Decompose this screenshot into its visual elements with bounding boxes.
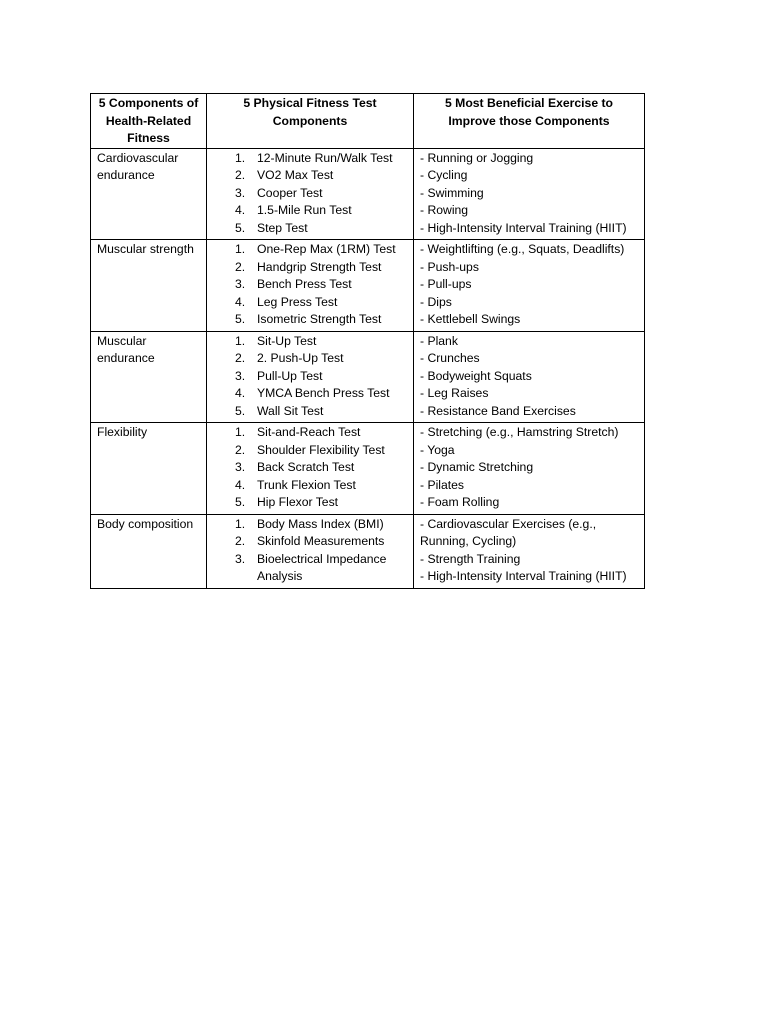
exercise-item: - Strength Training xyxy=(420,551,521,566)
test-item xyxy=(213,150,409,168)
test-item xyxy=(213,220,409,238)
test-number: 3. xyxy=(235,277,246,291)
test-number: 4. xyxy=(235,477,246,492)
exercise-item: - Dynamic Stretching xyxy=(420,460,534,474)
tests-cell xyxy=(207,240,414,332)
component-cell: Flexibility xyxy=(91,423,207,515)
test-number: 4. xyxy=(235,386,246,400)
exercise-item: - Plank xyxy=(420,333,458,348)
test-name: Step Test xyxy=(257,220,308,235)
exercise-item: - Pull-ups xyxy=(420,277,472,291)
table-row xyxy=(91,240,645,332)
test-number: 2. xyxy=(235,168,246,182)
exercises-cell xyxy=(414,423,645,515)
header-beneficial-exercises: 5 Most Beneficial Exercise to Improve those Components xyxy=(414,94,645,149)
exercise-list xyxy=(420,150,638,238)
test-item xyxy=(213,385,409,403)
test-number: 4. xyxy=(235,294,246,309)
test-name: YMCA Bench Press Test xyxy=(257,386,390,400)
component-cell: Cardiovascular endurance xyxy=(91,148,207,240)
test-item xyxy=(213,533,409,551)
table-row xyxy=(91,331,645,423)
exercise-item: - Leg Raises xyxy=(420,386,489,400)
test-name: Isometric Strength Test xyxy=(257,312,382,326)
test-name: VO2 Max Test xyxy=(257,168,334,182)
test-item xyxy=(213,477,409,495)
test-number: 5. xyxy=(235,495,246,509)
test-name: Body Mass Index (BMI) xyxy=(257,516,384,531)
test-name: Shoulder Flexibility Test xyxy=(257,442,385,457)
test-number: 1. xyxy=(235,516,246,531)
test-number: 2. xyxy=(235,534,246,548)
exercises-cell xyxy=(414,240,645,332)
exercise-item: - Stretching (e.g., Hamstring Stretch) xyxy=(420,425,619,439)
exercises-cell xyxy=(414,148,645,240)
test-item xyxy=(213,185,409,203)
exercise-item: - Cardiovascular Exercises (e.g., Running, Cycling) xyxy=(420,516,597,548)
exercise-list xyxy=(420,241,638,329)
test-item xyxy=(213,459,409,477)
test-name: 12-Minute Run/Walk Test xyxy=(257,150,393,165)
test-item xyxy=(213,350,409,368)
test-name: Leg Press Test xyxy=(257,294,338,309)
component-cell: Body composition xyxy=(91,514,207,588)
fitness-table xyxy=(90,93,645,589)
test-name: Bench Press Test xyxy=(257,277,352,291)
table-row xyxy=(91,423,645,515)
exercise-item: - High-Intensity Interval Training (HIIT) xyxy=(420,220,627,235)
test-number: 4. xyxy=(235,203,246,217)
test-name: Back Scratch Test xyxy=(257,460,355,474)
exercise-item: - Dips xyxy=(420,294,452,309)
tests-cell xyxy=(207,148,414,240)
table-body xyxy=(91,148,645,588)
test-item xyxy=(213,333,409,351)
exercises-cell xyxy=(414,514,645,588)
table-header xyxy=(91,94,645,149)
test-number: 3. xyxy=(235,551,246,566)
exercise-list xyxy=(420,333,638,421)
test-item xyxy=(213,167,409,185)
test-list xyxy=(213,424,409,512)
test-number: 3. xyxy=(235,460,246,474)
test-name: Sit-Up Test xyxy=(257,333,317,348)
test-number: 2. xyxy=(235,351,246,365)
test-item xyxy=(213,241,409,259)
exercise-item: - Resistance Band Exercises xyxy=(420,403,576,418)
test-item xyxy=(213,442,409,460)
test-number: 5. xyxy=(235,312,246,326)
test-item xyxy=(213,368,409,386)
test-list xyxy=(213,333,409,421)
header-health-components: 5 Components of Health-Related Fitness xyxy=(91,94,207,149)
header-fitness-tests: 5 Physical Fitness Test Components xyxy=(207,94,414,149)
test-name: One-Rep Max (1RM) Test xyxy=(257,242,396,256)
test-name: Skinfold Measurements xyxy=(257,534,385,548)
header-row xyxy=(91,94,645,149)
component-cell: Muscular strength xyxy=(91,240,207,332)
test-number: 2. xyxy=(235,259,246,274)
exercise-item: - Rowing xyxy=(420,203,469,217)
test-list xyxy=(213,241,409,329)
test-item xyxy=(213,551,409,586)
exercise-item: - Weightlifting (e.g., Squats, Deadlifts) xyxy=(420,242,625,256)
test-name: Sit-and-Reach Test xyxy=(257,425,361,439)
test-number: 5. xyxy=(235,220,246,235)
test-number: 1. xyxy=(235,333,246,348)
test-item xyxy=(213,494,409,512)
table-row xyxy=(91,514,645,588)
test-name: Pull-Up Test xyxy=(257,368,323,383)
exercise-item: - High-Intensity Interval Training (HIIT) xyxy=(420,569,627,583)
exercise-item: - Bodyweight Squats xyxy=(420,368,532,383)
exercise-item: - Yoga xyxy=(420,442,455,457)
test-name: Wall Sit Test xyxy=(257,403,324,418)
exercise-item: - Push-ups xyxy=(420,259,479,274)
test-item xyxy=(213,202,409,220)
test-number: 3. xyxy=(235,185,246,200)
tests-cell xyxy=(207,331,414,423)
exercise-item: - Crunches xyxy=(420,351,480,365)
test-number: 3. xyxy=(235,368,246,383)
test-name: 2. Push-Up Test xyxy=(257,351,344,365)
exercise-item: - Cycling xyxy=(420,168,468,182)
test-item xyxy=(213,259,409,277)
component-cell: Muscular endurance xyxy=(91,331,207,423)
tests-cell xyxy=(207,514,414,588)
test-item xyxy=(213,311,409,329)
exercises-cell xyxy=(414,331,645,423)
test-number: 1. xyxy=(235,242,246,256)
exercise-item: - Running or Jogging xyxy=(420,150,534,165)
test-name: Bioelectrical Impedance Analysis xyxy=(257,551,387,583)
test-number: 2. xyxy=(235,442,246,457)
test-item xyxy=(213,516,409,534)
exercise-item: - Swimming xyxy=(420,185,484,200)
table-row xyxy=(91,148,645,240)
test-list xyxy=(213,150,409,238)
exercise-item: - Kettlebell Swings xyxy=(420,312,521,326)
test-number: 1. xyxy=(235,150,246,165)
test-item xyxy=(213,403,409,421)
exercise-item: - Foam Rolling xyxy=(420,495,500,509)
test-name: 1.5-Mile Run Test xyxy=(257,203,352,217)
test-name: Trunk Flexion Test xyxy=(257,477,356,492)
test-number: 5. xyxy=(235,403,246,418)
test-list xyxy=(213,516,409,586)
exercise-list xyxy=(420,516,638,586)
exercise-item: - Pilates xyxy=(420,477,465,492)
test-item xyxy=(213,294,409,312)
test-name: Handgrip Strength Test xyxy=(257,259,382,274)
test-item xyxy=(213,424,409,442)
test-name: Cooper Test xyxy=(257,185,323,200)
test-number: 1. xyxy=(235,425,246,439)
test-item xyxy=(213,276,409,294)
test-name: Hip Flexor Test xyxy=(257,495,339,509)
exercise-list xyxy=(420,424,638,512)
tests-cell xyxy=(207,423,414,515)
